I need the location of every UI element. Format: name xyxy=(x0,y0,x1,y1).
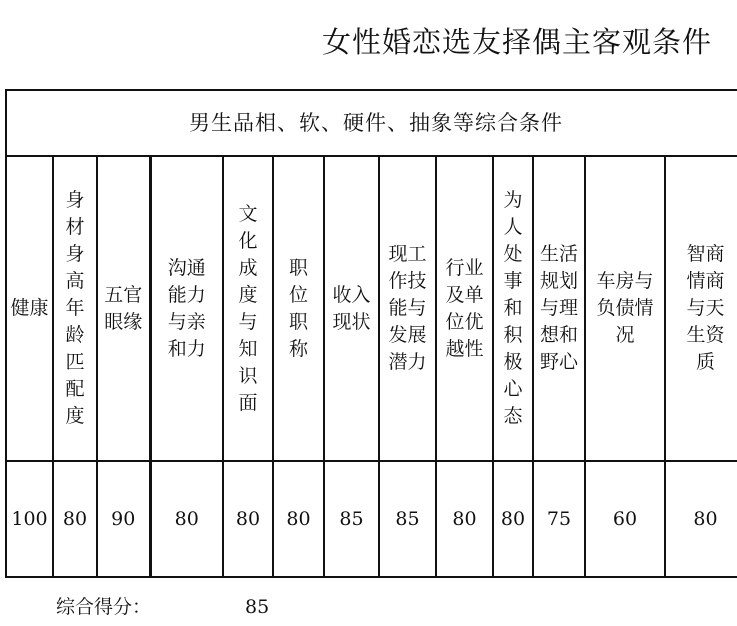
label-row xyxy=(6,156,737,461)
score-cell: 80 xyxy=(223,461,273,577)
table-header: 男生品相、软、硬件、抽象等综合条件 xyxy=(6,90,737,156)
col-label-communication: 沟通能力与亲和力 xyxy=(150,156,223,461)
conditions-table xyxy=(5,89,737,578)
col-label-body-match: 身材身高年龄匹配度 xyxy=(53,156,97,461)
score-cell: 80 xyxy=(150,461,223,577)
col-label-features: 五官眼缘 xyxy=(97,156,150,461)
col-label-attitude: 为人处事和积极心态 xyxy=(493,156,533,461)
score-cell: 80 xyxy=(493,461,533,577)
score-cell: 80 xyxy=(53,461,97,577)
score-cell: 85 xyxy=(324,461,379,577)
col-label-iq-eq: 智商情商与天生资质 xyxy=(665,156,737,461)
score-cell: 75 xyxy=(533,461,585,577)
summary-label: 综合得分： xyxy=(56,596,152,618)
col-label-income: 收入现状 xyxy=(324,156,379,461)
score-cell: 80 xyxy=(436,461,493,577)
score-cell: 60 xyxy=(585,461,665,577)
col-label-industry: 行业及单位优越性 xyxy=(436,156,493,461)
col-label-health: 健康 xyxy=(6,156,53,461)
col-label-life-plan: 生活规划与理想和野心 xyxy=(533,156,585,461)
col-label-skills: 现工作技能与发展潜力 xyxy=(379,156,436,461)
summary-value: 85 xyxy=(245,596,270,618)
col-label-education: 文化成度与知识面 xyxy=(223,156,273,461)
score-cell: 90 xyxy=(97,461,150,577)
score-row xyxy=(6,461,737,577)
score-cell: 80 xyxy=(273,461,324,577)
score-cell: 85 xyxy=(379,461,436,577)
col-label-position: 职位职称 xyxy=(273,156,324,461)
score-cell: 80 xyxy=(665,461,737,577)
score-cell: 100 xyxy=(6,461,53,577)
col-label-assets: 车房与负债情况 xyxy=(585,156,665,461)
document-title: 女性婚恋选友择偶主客观条件 xyxy=(322,25,713,59)
